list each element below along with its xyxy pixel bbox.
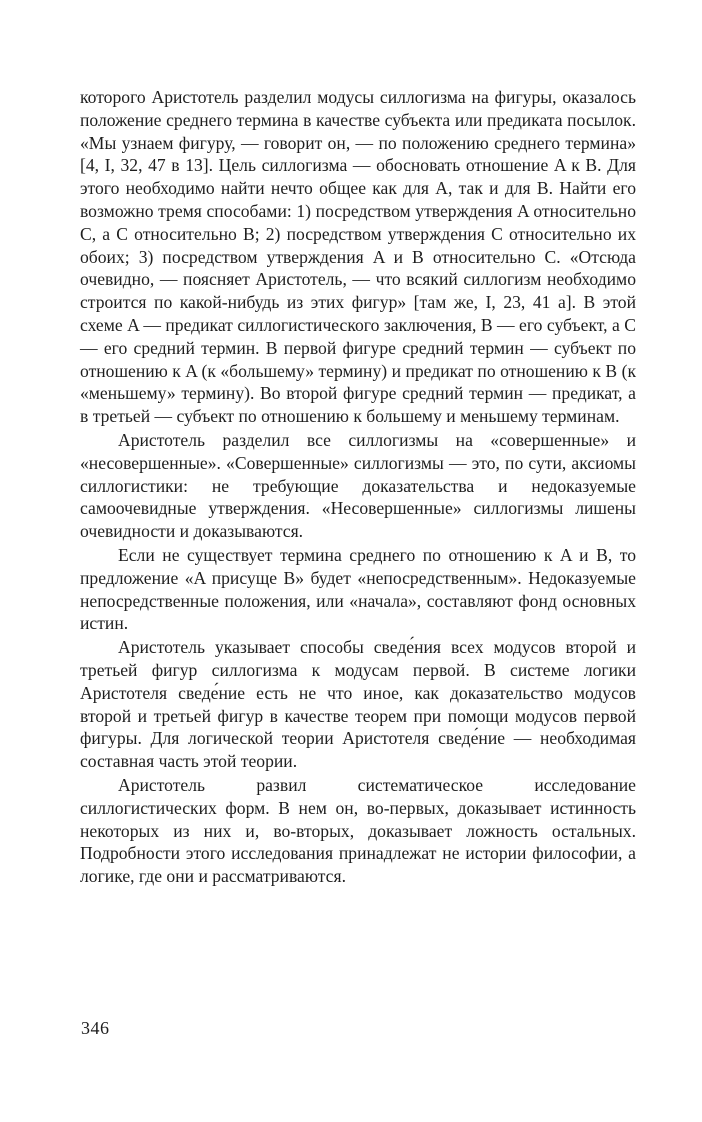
page-body-text [80, 86, 636, 888]
paragraph-2: Аристотель разделил все силлогизмы на «совершенные» и «несовершенные». «Совершенные» силлогизмы — это, по сути, аксиомы силлогистики: не требующие доказательства и недоказуемые самоочевидные утверждения. «Несовершенные» силлогизмы лишены очевидности и доказываются. [80, 429, 636, 542]
paragraph-1: которого Аристотель разделил модусы силлогизма на фигуры, оказалось положение среднего термина в качестве субъекта или предиката посылок. «Мы узнаем фигуру, — говорит он, — по положению среднего термина» [4, I, 32, 47 в 13]. Цель силлогизма — обосновать отношение A к B. Для этого необходимо найти нечто общее как для A, так и для B. Найти его возможно тремя способами: 1) посредством утверждения A относительно C, а C относительно B; 2) посредством утверждения C относительно их обоих; 3) посредством утверждения A и B относительно C. «Отсюда очевидно, — поясняет Аристотель, — что всякий силлогизм необходимо строится по какой-нибудь из этих фигур» [там же, I, 23, 41 а]. В этой схеме A — предикат силлогистического заключения, B — его субъект, а C — его средний термин. В первой фигуре средний термин — субъект по отношению к A (к «большему» термину) и предикат по отношению к B (к «меньшему» термину). Во второй фигуре средний термин — предикат, а в третьей — субъект по отношению к большему и меньшему терминам. [80, 87, 636, 427]
page-number: 346 [81, 1018, 110, 1038]
paragraph-3: Если не существует термина среднего по отношению к A и B, то предложение «A присуще B» будет «непосредственным». Недоказуемые непосредственные положения, или «начала», составляют фонд основных истин. [80, 544, 636, 634]
paragraph-4: Аристотель указывает способы сведе́ния всех модусов второй и третьей фигур силлогизма к модусам первой. В системе логики Аристотеля сведе́ние есть не что иное, как доказательство модусов второй и третьей фигур в качестве теорем при помощи модусов первой фигуры. Для логической теории Аристотеля сведе́ние — необходимая составная часть этой теории. [80, 637, 636, 772]
paragraph-5: Аристотель развил систематическое исследование силлогистических форм. В нем он, во-первых, доказывает истинность некоторых из них и, во-вторых, доказывает ложность остальных. Подробности этого исследования принадлежат не истории философии, а логике, где они и рассматриваются. [80, 774, 636, 887]
